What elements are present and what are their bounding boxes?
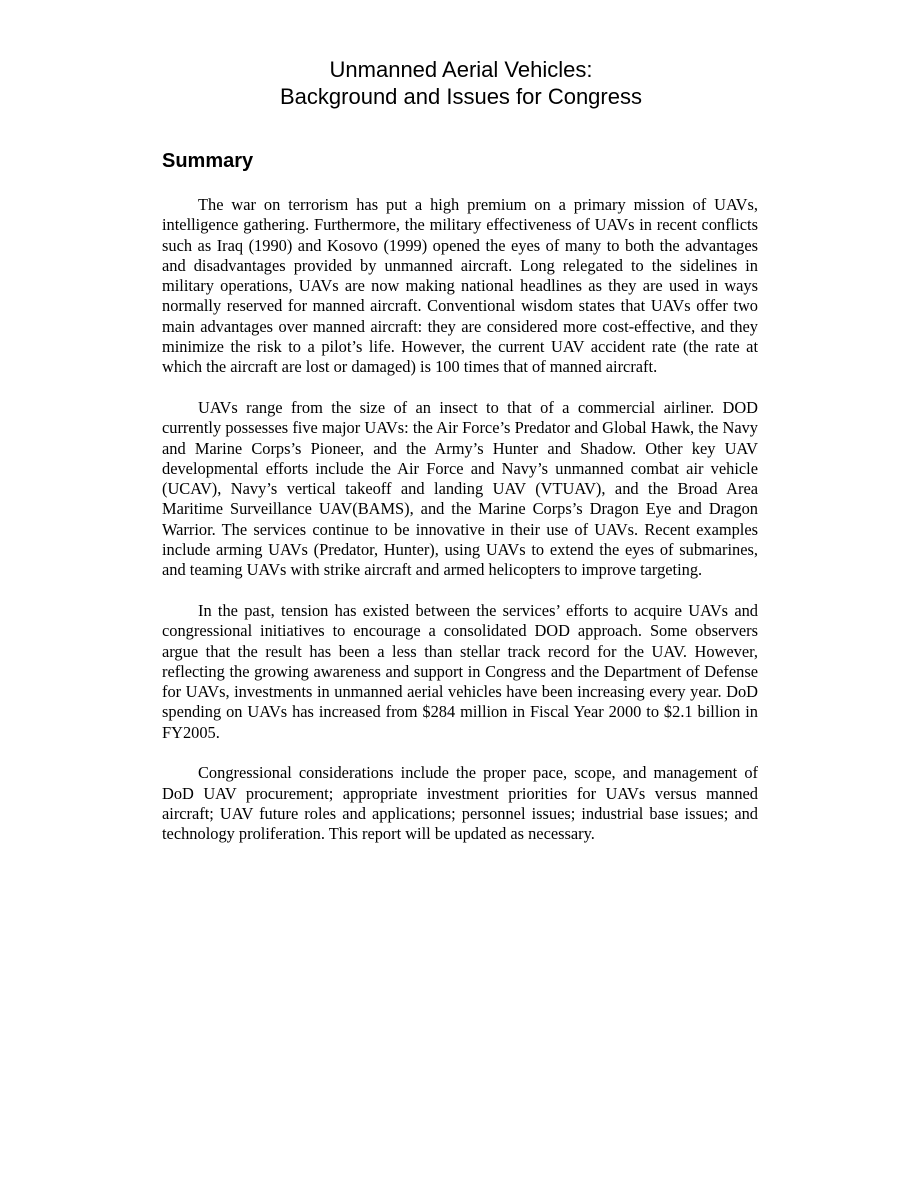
document-title	[162, 56, 758, 110]
title-line-1: Unmanned Aerial Vehicles:	[329, 57, 593, 82]
section-heading-summary: Summary	[162, 150, 254, 172]
summary-paragraph-2: UAVs range from the size of an insect to that of a commercial airliner. DOD currently possesses five major UAVs: the Air Force’s Predator and Global Hawk, the Navy and Marine Corps’s Pioneer, and the Army’s Hunter and Shadow. Other key UAV developmental efforts include the Air Force and Navy’s unmanned combat air vehicle (UCAV), Navy’s vertical takeoff and landing UAV (VTUAV), and the Broad Area Maritime Surveillance UAV(BAMS), and the Marine Corps’s Dragon Eye and Dragon Warrior. The services continue to be innovative in their use of UAVs. Recent examples include arming UAVs (Predator, Hunter), using UAVs to extend the eyes of submarines, and teaming UAVs with strike aircraft and armed helicopters to improve targeting.	[162, 397, 758, 580]
summary-paragraph-1: The war on terrorism has put a high premium on a primary mission of UAVs, intelligence gathering. Furthermore, the military effectiveness of UAVs in recent conflicts such as Iraq (1990) and Kosovo (1999) opened the eyes of many to both the advantages and disadvantages provided by unmanned aircraft. Long relegated to the sidelines in military operations, UAVs are now making national headlines as they are used in ways normally reserved for manned aircraft. Conventional wisdom states that UAVs offer two main advantages over manned aircraft: they are considered more cost-effective, and they minimize the risk to a pilot’s life. However, the current UAV accident rate (the rate at which the aircraft are lost or damaged) is 100 times that of manned aircraft.	[162, 195, 758, 377]
summary-paragraph-3: In the past, tension has existed between the services’ efforts to acquire UAVs and congressional initiatives to encourage a consolidated DOD approach. Some observers argue that the result has been a less than stellar track record for the UAV. However, reflecting the growing awareness and support in Congress and the Department of Defense for UAVs, investments in unmanned aerial vehicles have been increasing every year. DoD spending on UAVs has increased from $284 million in Fiscal Year 2000 to $2.1 billion in FY2005.	[162, 600, 758, 742]
summary-paragraph-4: Congressional considerations include the proper pace, scope, and management of DoD UAV procurement; appropriate investment priorities for UAVs versus manned aircraft; UAV future roles and applications; personnel issues; industrial base issues; and technology proliferation. This report will be updated as necessary.	[162, 763, 758, 844]
title-line-2: Background and Issues for Congress	[280, 84, 642, 109]
document-page	[162, 56, 758, 865]
summary-body	[162, 195, 758, 845]
